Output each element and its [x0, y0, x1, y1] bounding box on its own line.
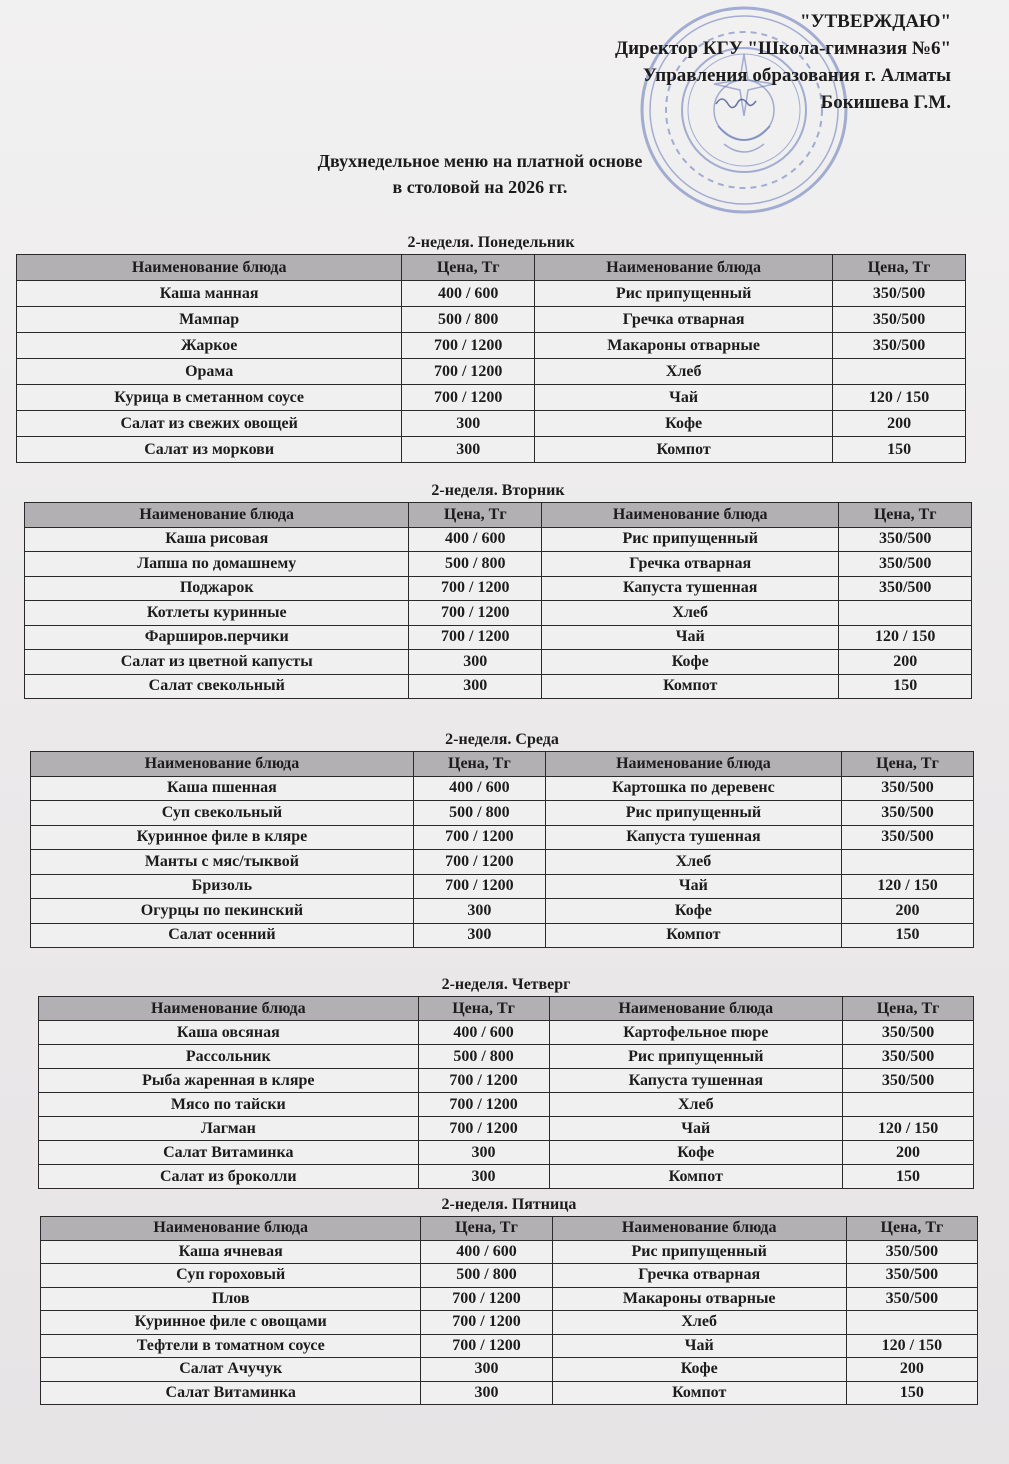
dish-name-cell: Салат Витаминка	[41, 1381, 421, 1405]
dish-name-cell: Кофе	[549, 1141, 843, 1165]
price-cell: 150	[833, 437, 966, 463]
table-row	[25, 625, 972, 650]
price-cell: 400 / 600	[421, 1240, 552, 1264]
price-cell: 350/500	[843, 1045, 974, 1069]
table-row	[39, 1045, 974, 1069]
table-row	[25, 552, 972, 577]
day-block-thursday	[38, 976, 974, 1189]
table-row	[39, 1165, 974, 1189]
price-cell: 150	[839, 674, 972, 699]
price-cell: 300	[409, 650, 542, 675]
table-row	[25, 650, 972, 675]
dish-name-cell: Бризоль	[31, 874, 414, 899]
dish-name-cell: Кофе	[552, 1358, 846, 1382]
table-row	[31, 923, 974, 948]
dish-name-cell: Кофе	[542, 650, 839, 675]
dish-name-cell: Рис припущенный	[545, 801, 841, 826]
price-cell: 120 / 150	[843, 1117, 974, 1141]
dish-name-cell: Кофе	[545, 899, 841, 924]
table-row	[17, 437, 966, 463]
dish-name-cell: Тефтели в томатном соусе	[41, 1334, 421, 1358]
column-header-price: Цена, Тг	[841, 752, 973, 777]
dish-name-cell: Хлеб	[549, 1093, 843, 1117]
dish-name-cell: Компот	[535, 437, 833, 463]
dish-name-cell: Салат свекольный	[25, 674, 409, 699]
column-header-price: Цена, Тг	[409, 503, 542, 528]
price-cell: 400 / 600	[402, 281, 535, 307]
day-title: 2-неделя. Пятница	[441, 1196, 577, 1213]
price-cell	[833, 359, 966, 385]
dish-name-cell: Гречка отварная	[552, 1264, 846, 1288]
dish-name-cell: Рис припущенный	[535, 281, 833, 307]
price-cell: 200	[833, 411, 966, 437]
dish-name-cell: Капуста тушенная	[542, 576, 839, 601]
column-header-price: Цена, Тг	[418, 997, 549, 1021]
price-cell: 350/500	[833, 281, 966, 307]
day-title: 2-неделя. Понедельник	[407, 234, 575, 251]
table-row	[39, 1141, 974, 1165]
column-header-dish: Наименование блюда	[545, 752, 841, 777]
price-cell: 400 / 600	[418, 1021, 549, 1045]
price-cell: 350/500	[833, 307, 966, 333]
dish-name-cell: Каша рисовая	[25, 527, 409, 552]
table-row	[41, 1311, 978, 1335]
price-cell: 700 / 1200	[421, 1311, 552, 1335]
dish-name-cell: Жаркое	[17, 333, 402, 359]
dish-name-cell: Салат из броколли	[39, 1165, 419, 1189]
column-header-price: Цена, Тг	[846, 1217, 977, 1241]
column-header-price: Цена, Тг	[839, 503, 972, 528]
dish-name-cell: Кофе	[535, 411, 833, 437]
price-cell: 700 / 1200	[421, 1287, 552, 1311]
dish-name-cell: Огурцы по пекинский	[31, 899, 414, 924]
price-cell: 400 / 600	[413, 776, 545, 801]
dish-name-cell: Поджарок	[25, 576, 409, 601]
price-cell: 700 / 1200	[402, 333, 535, 359]
dish-name-cell: Суп свекольный	[31, 801, 414, 826]
price-cell: 700 / 1200	[413, 825, 545, 850]
document-title	[250, 148, 710, 200]
day-block-friday	[40, 1196, 978, 1405]
price-cell: 300	[418, 1165, 549, 1189]
day-title: 2-неделя. Среда	[445, 731, 559, 748]
day-title: 2-неделя. Четверг	[441, 976, 571, 993]
dish-name-cell: Каша пшенная	[31, 776, 414, 801]
price-cell	[843, 1093, 974, 1117]
price-cell: 350/500	[839, 527, 972, 552]
table-row	[31, 899, 974, 924]
dish-name-cell: Гречка отварная	[542, 552, 839, 577]
price-cell: 700 / 1200	[418, 1093, 549, 1117]
price-cell: 300	[402, 411, 535, 437]
table-row	[31, 874, 974, 899]
price-cell: 500 / 800	[402, 307, 535, 333]
dish-name-cell: Чай	[535, 385, 833, 411]
dish-name-cell: Мясо по тайски	[39, 1093, 419, 1117]
table-row	[41, 1381, 978, 1405]
table-row	[25, 576, 972, 601]
price-cell: 150	[841, 923, 973, 948]
dish-name-cell: Салат из цветной капусты	[25, 650, 409, 675]
dish-name-cell: Мампар	[17, 307, 402, 333]
price-cell: 700 / 1200	[421, 1334, 552, 1358]
table-row	[41, 1264, 978, 1288]
table-header-row	[17, 255, 966, 281]
column-header-dish: Наименование блюда	[552, 1217, 846, 1241]
table-row	[17, 307, 966, 333]
price-cell: 500 / 800	[421, 1264, 552, 1288]
column-header-dish: Наименование блюда	[542, 503, 839, 528]
column-header-price: Цена, Тг	[413, 752, 545, 777]
price-cell: 200	[843, 1141, 974, 1165]
dish-name-cell: Хлеб	[542, 601, 839, 626]
price-cell: 350/500	[841, 776, 973, 801]
menu-table	[38, 996, 974, 1189]
price-cell: 700 / 1200	[418, 1069, 549, 1093]
price-cell: 300	[409, 674, 542, 699]
dish-name-cell: Хлеб	[552, 1311, 846, 1335]
dish-name-cell: Компот	[542, 674, 839, 699]
price-cell: 350/500	[841, 825, 973, 850]
table-row	[41, 1287, 978, 1311]
dish-name-cell: Компот	[552, 1381, 846, 1405]
dish-name-cell: Каша манная	[17, 281, 402, 307]
table-header-row	[31, 752, 974, 777]
dish-name-cell: Рыба жаренная в кляре	[39, 1069, 419, 1093]
price-cell: 700 / 1200	[402, 359, 535, 385]
dish-name-cell: Куринное филе с овощами	[41, 1311, 421, 1335]
dish-name-cell: Салат Витаминка	[39, 1141, 419, 1165]
approval-director: Директор КГУ "Школа-гимназия №6"	[615, 38, 951, 59]
price-cell: 200	[839, 650, 972, 675]
day-block-monday	[16, 234, 966, 463]
price-cell: 300	[413, 899, 545, 924]
table-row	[25, 601, 972, 626]
price-cell: 150	[846, 1381, 977, 1405]
price-cell: 350/500	[846, 1287, 977, 1311]
day-title: 2-неделя. Вторник	[431, 482, 565, 499]
dish-name-cell: Чай	[552, 1334, 846, 1358]
menu-table	[24, 502, 972, 699]
price-cell: 500 / 800	[413, 801, 545, 826]
column-header-dish: Наименование блюда	[25, 503, 409, 528]
dish-name-cell: Гречка отварная	[535, 307, 833, 333]
dish-name-cell: Рис припущенный	[552, 1240, 846, 1264]
dish-name-cell: Плов	[41, 1287, 421, 1311]
price-cell: 700 / 1200	[402, 385, 535, 411]
price-cell: 300	[421, 1358, 552, 1382]
price-cell	[839, 601, 972, 626]
price-cell: 200	[846, 1358, 977, 1382]
price-cell: 700 / 1200	[409, 601, 542, 626]
dish-name-cell: Салат осенний	[31, 923, 414, 948]
price-cell: 700 / 1200	[409, 576, 542, 601]
table-row	[31, 776, 974, 801]
dish-name-cell: Рис припущенный	[542, 527, 839, 552]
dish-name-cell: Курица в сметанном соусе	[17, 385, 402, 411]
table-header-row	[39, 997, 974, 1021]
table-row	[17, 411, 966, 437]
column-header-price: Цена, Тг	[843, 997, 974, 1021]
table-row	[17, 385, 966, 411]
column-header-dish: Наименование блюда	[31, 752, 414, 777]
dish-name-cell: Чай	[545, 874, 841, 899]
price-cell: 120 / 150	[833, 385, 966, 411]
dish-name-cell: Хлеб	[535, 359, 833, 385]
table-row	[41, 1334, 978, 1358]
price-cell: 500 / 800	[418, 1045, 549, 1069]
table-header-row	[41, 1217, 978, 1241]
table-row	[17, 333, 966, 359]
column-header-price: Цена, Тг	[421, 1217, 552, 1241]
menu-table	[16, 254, 966, 463]
price-cell: 120 / 150	[846, 1334, 977, 1358]
price-cell: 400 / 600	[409, 527, 542, 552]
dish-name-cell: Картошка по деревенс	[545, 776, 841, 801]
price-cell: 350/500	[841, 801, 973, 826]
table-row	[39, 1069, 974, 1093]
price-cell: 300	[418, 1141, 549, 1165]
price-cell: 700 / 1200	[413, 850, 545, 875]
table-row	[25, 527, 972, 552]
price-cell: 350/500	[839, 552, 972, 577]
column-header-dish: Наименование блюда	[535, 255, 833, 281]
price-cell: 350/500	[843, 1069, 974, 1093]
price-cell: 120 / 150	[841, 874, 973, 899]
menu-table	[30, 751, 974, 948]
dish-name-cell: Компот	[545, 923, 841, 948]
dish-name-cell: Салат из моркови	[17, 437, 402, 463]
dish-name-cell: Каша овсяная	[39, 1021, 419, 1045]
dish-name-cell: Макароны отварные	[552, 1287, 846, 1311]
table-row	[31, 801, 974, 826]
dish-name-cell: Лапша по домашнему	[25, 552, 409, 577]
column-header-price: Цена, Тг	[833, 255, 966, 281]
column-header-dish: Наименование блюда	[549, 997, 843, 1021]
approval-department: Управления образования г. Алматы	[642, 65, 951, 86]
dish-name-cell: Компот	[549, 1165, 843, 1189]
dish-name-cell: Макароны отварные	[535, 333, 833, 359]
price-cell: 200	[841, 899, 973, 924]
price-cell	[846, 1311, 977, 1335]
price-cell: 350/500	[839, 576, 972, 601]
dish-name-cell: Рис припущенный	[549, 1045, 843, 1069]
table-row	[39, 1021, 974, 1045]
price-cell: 150	[843, 1165, 974, 1189]
table-row	[39, 1117, 974, 1141]
table-header-row	[25, 503, 972, 528]
approval-block	[615, 8, 951, 116]
document-title-line-2: в столовой на 2026 гг.	[392, 177, 568, 197]
column-header-price: Цена, Тг	[402, 255, 535, 281]
column-header-dish: Наименование блюда	[41, 1217, 421, 1241]
dish-name-cell: Орама	[17, 359, 402, 385]
day-block-wednesday	[30, 731, 974, 948]
dish-name-cell: Лагман	[39, 1117, 419, 1141]
price-cell: 350/500	[833, 333, 966, 359]
dish-name-cell: Фарширов.перчики	[25, 625, 409, 650]
document-title-line-1: Двухнедельное меню на платной основе	[317, 151, 643, 171]
table-row	[25, 674, 972, 699]
price-cell: 300	[421, 1381, 552, 1405]
dish-name-cell: Капуста тушенная	[549, 1069, 843, 1093]
approval-heading: "УТВЕРЖДАЮ"	[800, 11, 951, 32]
price-cell	[841, 850, 973, 875]
price-cell: 500 / 800	[409, 552, 542, 577]
price-cell: 700 / 1200	[418, 1117, 549, 1141]
column-header-dish: Наименование блюда	[17, 255, 402, 281]
dish-name-cell: Салат из свежих овощей	[17, 411, 402, 437]
price-cell: 300	[413, 923, 545, 948]
price-cell: 300	[402, 437, 535, 463]
price-cell: 350/500	[846, 1240, 977, 1264]
table-row	[17, 359, 966, 385]
table-row	[31, 850, 974, 875]
price-cell: 700 / 1200	[413, 874, 545, 899]
table-row	[41, 1240, 978, 1264]
dish-name-cell: Суп гороховый	[41, 1264, 421, 1288]
dish-name-cell: Салат Ачучук	[41, 1358, 421, 1382]
dish-name-cell: Чай	[549, 1117, 843, 1141]
price-cell: 700 / 1200	[409, 625, 542, 650]
day-block-tuesday	[24, 482, 972, 699]
price-cell: 350/500	[843, 1021, 974, 1045]
table-row	[31, 825, 974, 850]
dish-name-cell: Котлеты куринные	[25, 601, 409, 626]
dish-name-cell: Манты с мяс/тыквой	[31, 850, 414, 875]
table-row	[17, 281, 966, 307]
table-row	[39, 1093, 974, 1117]
column-header-dish: Наименование блюда	[39, 997, 419, 1021]
dish-name-cell: Рассольник	[39, 1045, 419, 1069]
price-cell: 120 / 150	[839, 625, 972, 650]
approval-signatory: Бокишева Г.М.	[820, 92, 951, 113]
price-cell: 350/500	[846, 1264, 977, 1288]
dish-name-cell: Куринное филе в кляре	[31, 825, 414, 850]
table-row	[41, 1358, 978, 1382]
menu-table	[40, 1216, 978, 1405]
dish-name-cell: Чай	[542, 625, 839, 650]
dish-name-cell: Каша ячневая	[41, 1240, 421, 1264]
dish-name-cell: Картофельное пюре	[549, 1021, 843, 1045]
dish-name-cell: Капуста тушенная	[545, 825, 841, 850]
dish-name-cell: Хлеб	[545, 850, 841, 875]
